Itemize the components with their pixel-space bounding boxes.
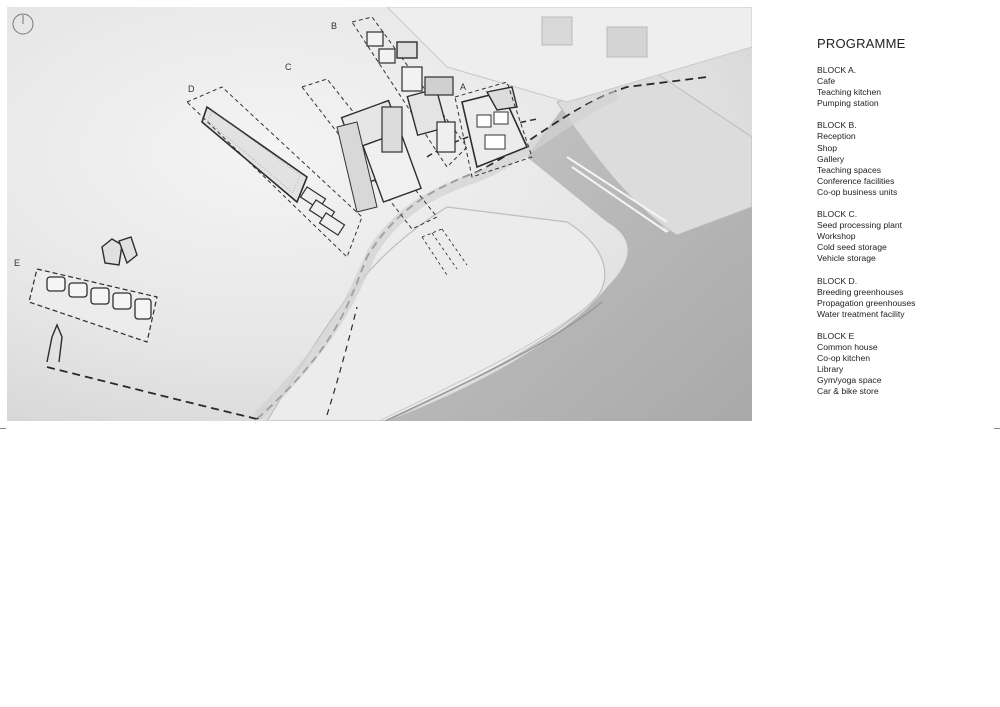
programme-item: Car & bike store [817, 386, 879, 397]
site-model-drawing [7, 7, 752, 421]
programme-block [817, 65, 997, 109]
programme-item: Pumping station [817, 98, 879, 109]
programme-item: Seed processing plant [817, 220, 903, 231]
programme-item: Co-op business units [817, 186, 898, 197]
crop-mark-left [0, 428, 6, 429]
block-label-c: C [285, 62, 292, 72]
programme-item: Common house [817, 341, 878, 352]
programme-block-items [817, 131, 997, 198]
block-label-d: D [188, 84, 195, 94]
programme-block-items [817, 342, 997, 397]
programme-block-title: BLOCK E [817, 330, 855, 341]
programme-block-items [817, 287, 997, 320]
programme-block-list [817, 65, 997, 397]
programme-item: Reception [817, 131, 856, 142]
programme-title: PROGRAMME [817, 36, 906, 51]
programme-item: Vehicle storage [817, 253, 876, 264]
programme-item: Breeding greenhouses [817, 286, 904, 297]
programme-block-title: BLOCK B. [817, 120, 857, 131]
programme-item: Cold seed storage [817, 242, 887, 253]
programme-panel [817, 36, 997, 408]
block-label-e: E [14, 258, 21, 268]
programme-item: Co-op kitchen [817, 353, 871, 364]
programme-item: Gallery [817, 153, 845, 164]
programme-block-items [817, 76, 997, 109]
programme-block-title: BLOCK D. [817, 275, 858, 286]
programme-item: Water treatment facility [817, 308, 905, 319]
programme-item: Teaching kitchen [817, 87, 882, 98]
programme-item: Workshop [817, 231, 856, 242]
programme-item: Teaching spaces [817, 164, 882, 175]
programme-item: Library [817, 364, 844, 375]
programme-block-title: BLOCK C. [817, 209, 858, 220]
programme-item: Gym/yoga space [817, 375, 882, 386]
programme-block-items [817, 220, 997, 264]
programme-block [817, 209, 997, 264]
programme-item: Conference facilities [817, 175, 895, 186]
programme-item: Shop [817, 142, 838, 153]
block-label-b: B [331, 21, 338, 31]
programme-block-title: BLOCK A. [817, 65, 857, 75]
programme-item: Propagation greenhouses [817, 297, 916, 308]
programme-block [817, 120, 997, 198]
crop-mark-right [994, 428, 1000, 429]
programme-block [817, 331, 997, 398]
block-label-a: A [460, 82, 467, 92]
programme-block [817, 276, 997, 320]
site-model-photo [7, 7, 752, 421]
programme-item: Cafe [817, 76, 836, 87]
